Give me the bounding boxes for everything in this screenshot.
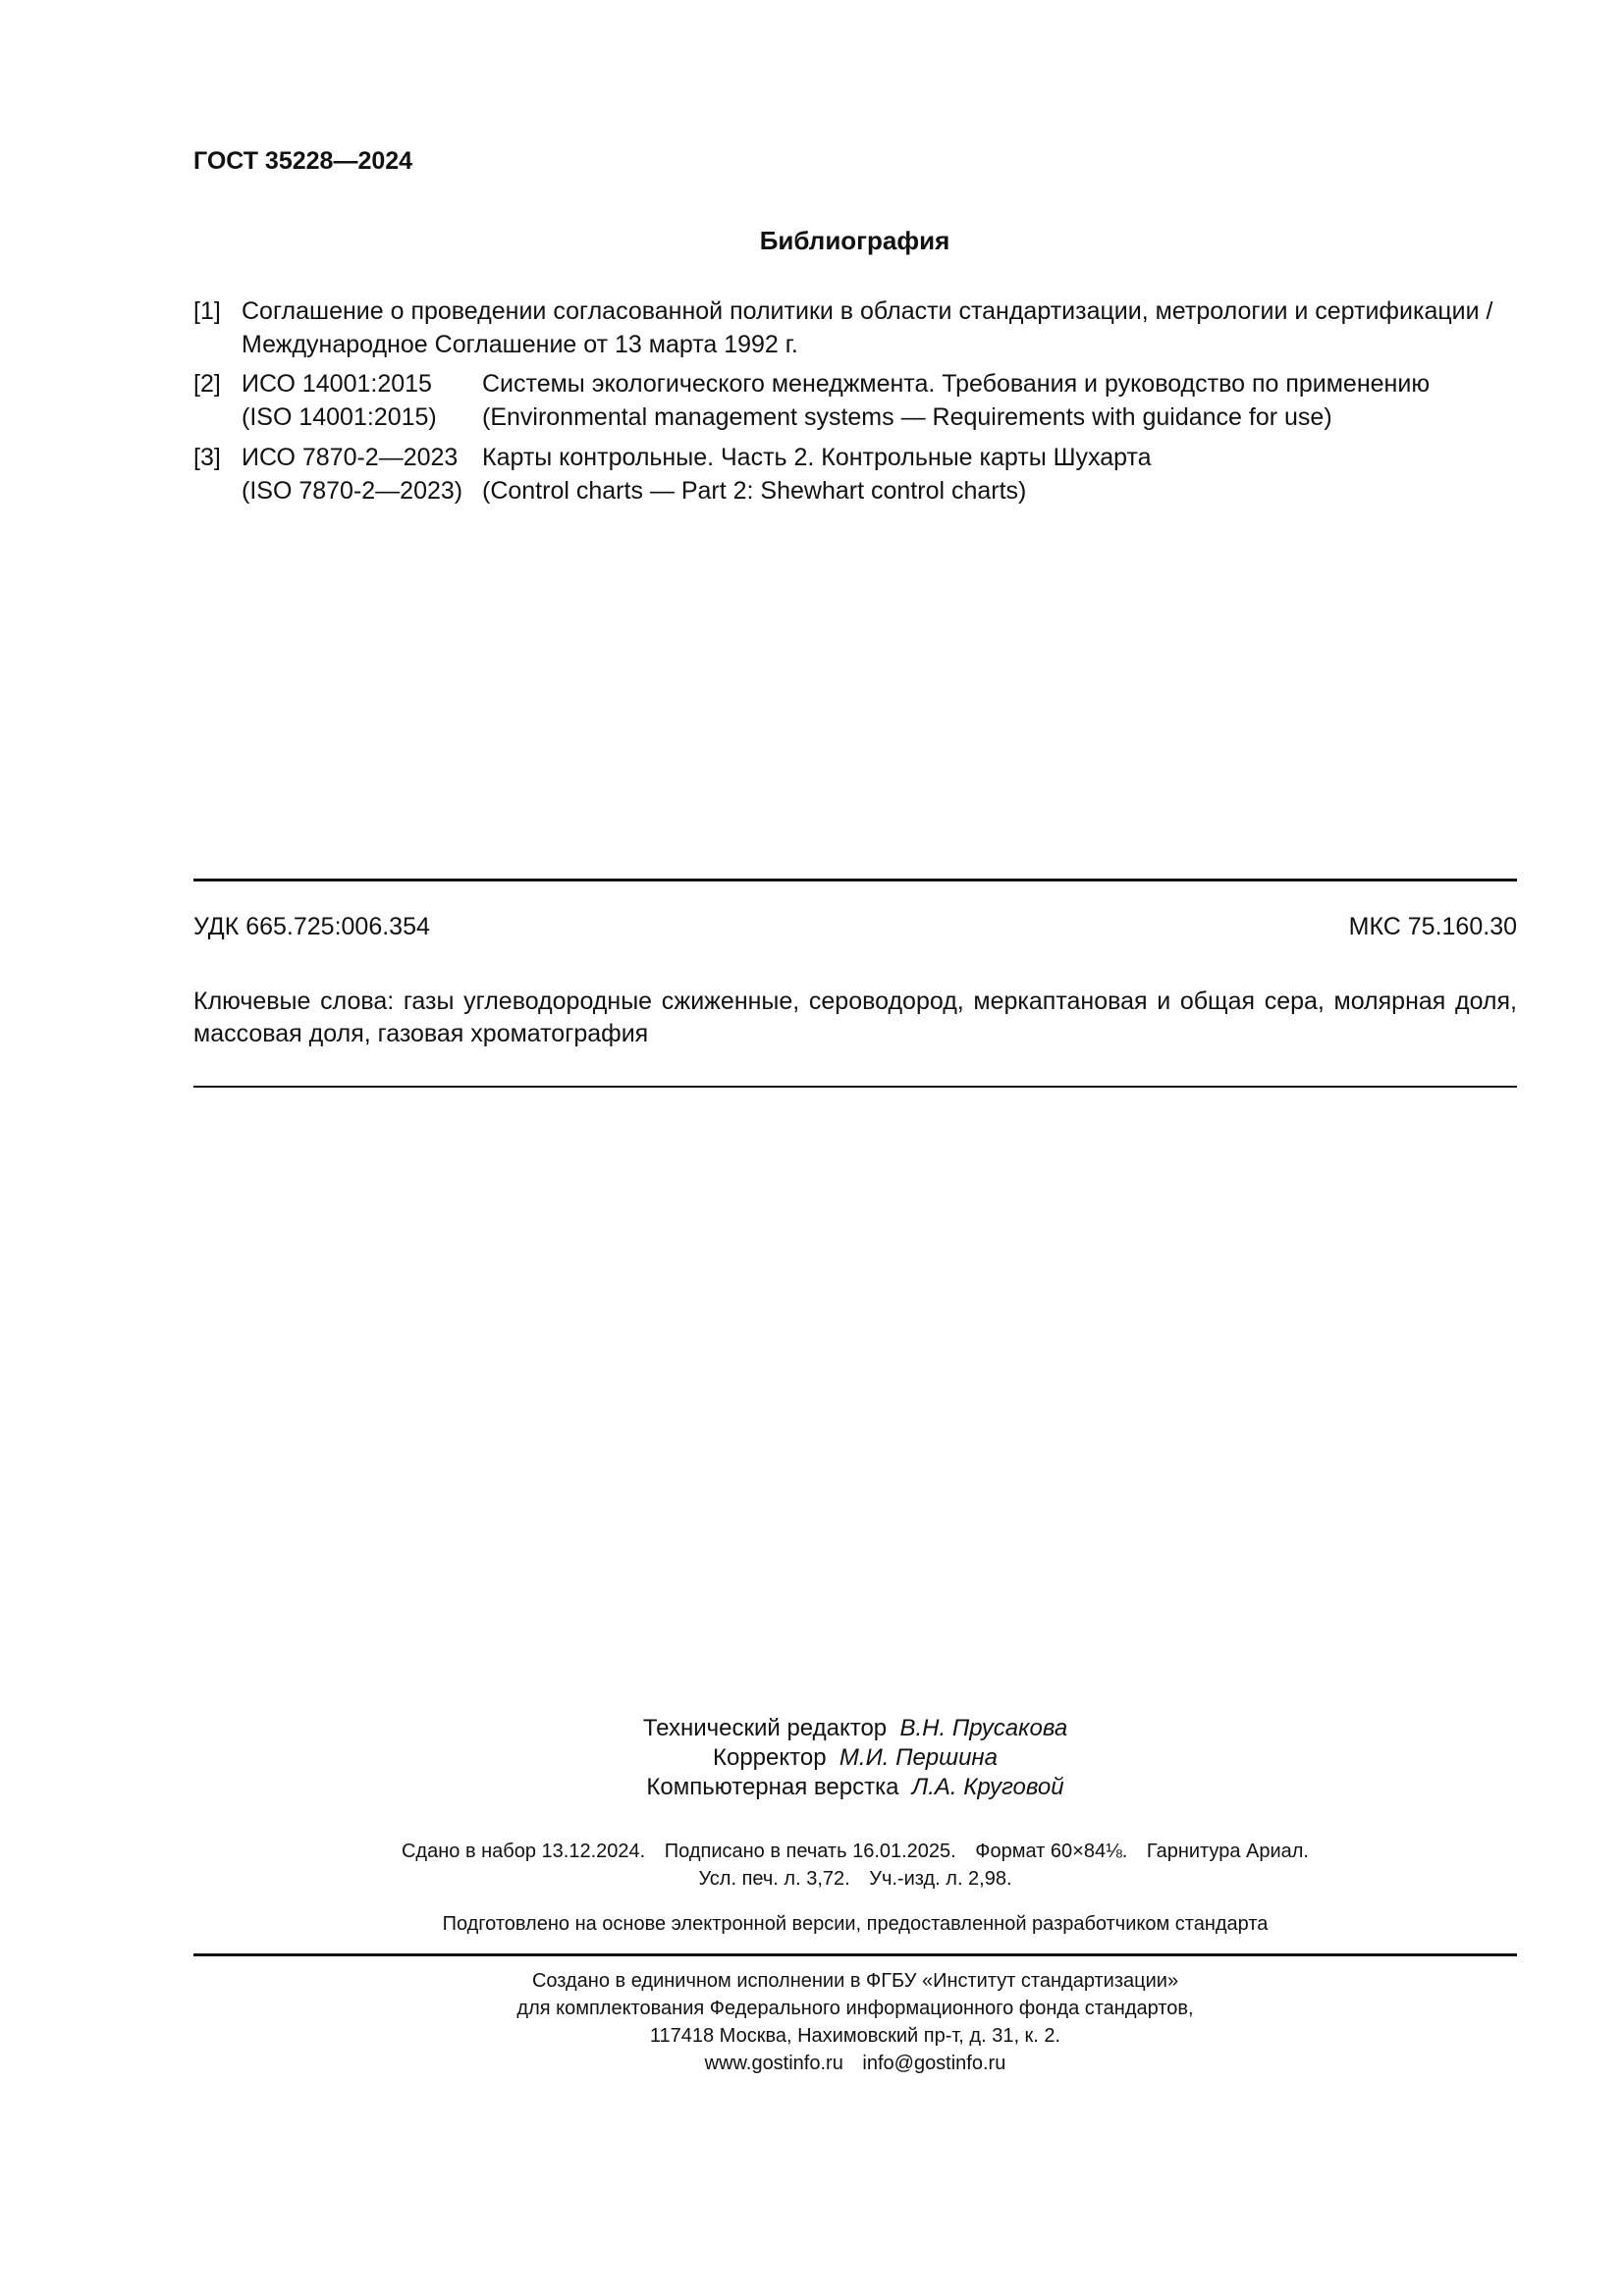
standard-code-en: (ISO 14001:2015) [242,403,437,431]
prepared-note: Подготовлено на основе электронной версии, предоставленной разработчиком стандарта [442,1913,1269,1935]
document-code: ГОСТ 35228—2024 [193,147,413,175]
standard-code: ИСО 14001:2015 [242,370,432,398]
edit-sheets: Уч.-изд. л. 2,98. [869,1868,1012,1890]
keywords: Ключевые слова: газы углеводородные сжиженные, сероводород, меркаптановая и общая сера, молярная доля, массовая доля, газовая хроматография [193,988,1517,1047]
bibliography-entry [193,294,1529,363]
submitted-date: Сдано в набор 13.12.2024. [401,1841,646,1862]
publisher-line: для комплектования Федерального информационного фонда стандартов, [516,1998,1194,2019]
print-format: Формат 60×84⅛. [975,1841,1128,1862]
corrector-name: М.И. Першина [839,1744,998,1771]
publisher-line: 117418 Москва, Нахимовский пр-т, д. 31, к. 2. [649,2025,1061,2047]
tech-editor-name: В.Н. Прусакова [899,1715,1068,1741]
layout-name: Л.А. Круговой [911,1774,1064,1800]
standard-title: Системы экологического менеджмента. Требования и руководство по применению [482,370,1431,398]
entry-line: Международное Соглашение от 13 марта 1992 г. [242,331,798,358]
corrector-line [193,1743,1517,1773]
tech-editor-label: Технический редактор [642,1715,888,1741]
signed-date: Подписано в печать 16.01.2025. [664,1841,956,1862]
layout-label: Компьютерная верстка [646,1774,899,1800]
standard-code: ИСО 7870-2—2023 [242,444,459,471]
publisher-line: Создано в единичном исполнении в ФГБУ «Институт стандартизации» [531,1970,1179,1992]
standard-title: Карты контрольные. Часть 2. Контрольные карты Шухарта [482,444,1152,471]
bibliography-entry [193,367,1529,436]
print-sheets: Усл. печ. л. 3,72. [698,1868,850,1890]
udk-code: УДК 665.725:006.354 [193,913,430,940]
bibliography-entry [193,441,1529,509]
bibliography-title: Библиография [759,226,950,255]
publisher-info [193,1967,1517,2077]
website-link[interactable]: www.gostinfo.ru [704,2053,843,2074]
layout-line [193,1773,1517,1802]
divider [193,879,1517,881]
print-info [193,1838,1517,1893]
standard-code-en: (ISO 7870-2—2023) [242,477,463,505]
entry-text [242,294,1518,361]
email-link[interactable]: info@gostinfo.ru [862,2053,1006,2074]
entry-number: [2] [193,370,221,398]
mks-code: МКС 75.160.30 [1348,913,1517,940]
standard-title-en: (Control charts — Part 2: Shewhart control charts) [482,477,1027,505]
credits [193,1714,1517,1802]
corrector-label: Корректор [713,1744,827,1771]
tech-editor-line [193,1714,1517,1743]
print-info-line [193,1865,1517,1893]
typeface: Гарнитура Ариал. [1146,1841,1309,1862]
divider [193,1086,1517,1088]
divider [193,1953,1517,1956]
entry-line: Соглашение о проведении согласованной политики в области стандартизации, метрологии и сертификации / [242,297,1493,325]
entry-number: [1] [193,297,221,325]
publisher-contacts [193,2050,1517,2077]
entry-number: [3] [193,444,221,471]
print-info-line [193,1838,1517,1865]
standard-title-en: (Environmental management systems — Requirements with guidance for use) [482,403,1332,431]
